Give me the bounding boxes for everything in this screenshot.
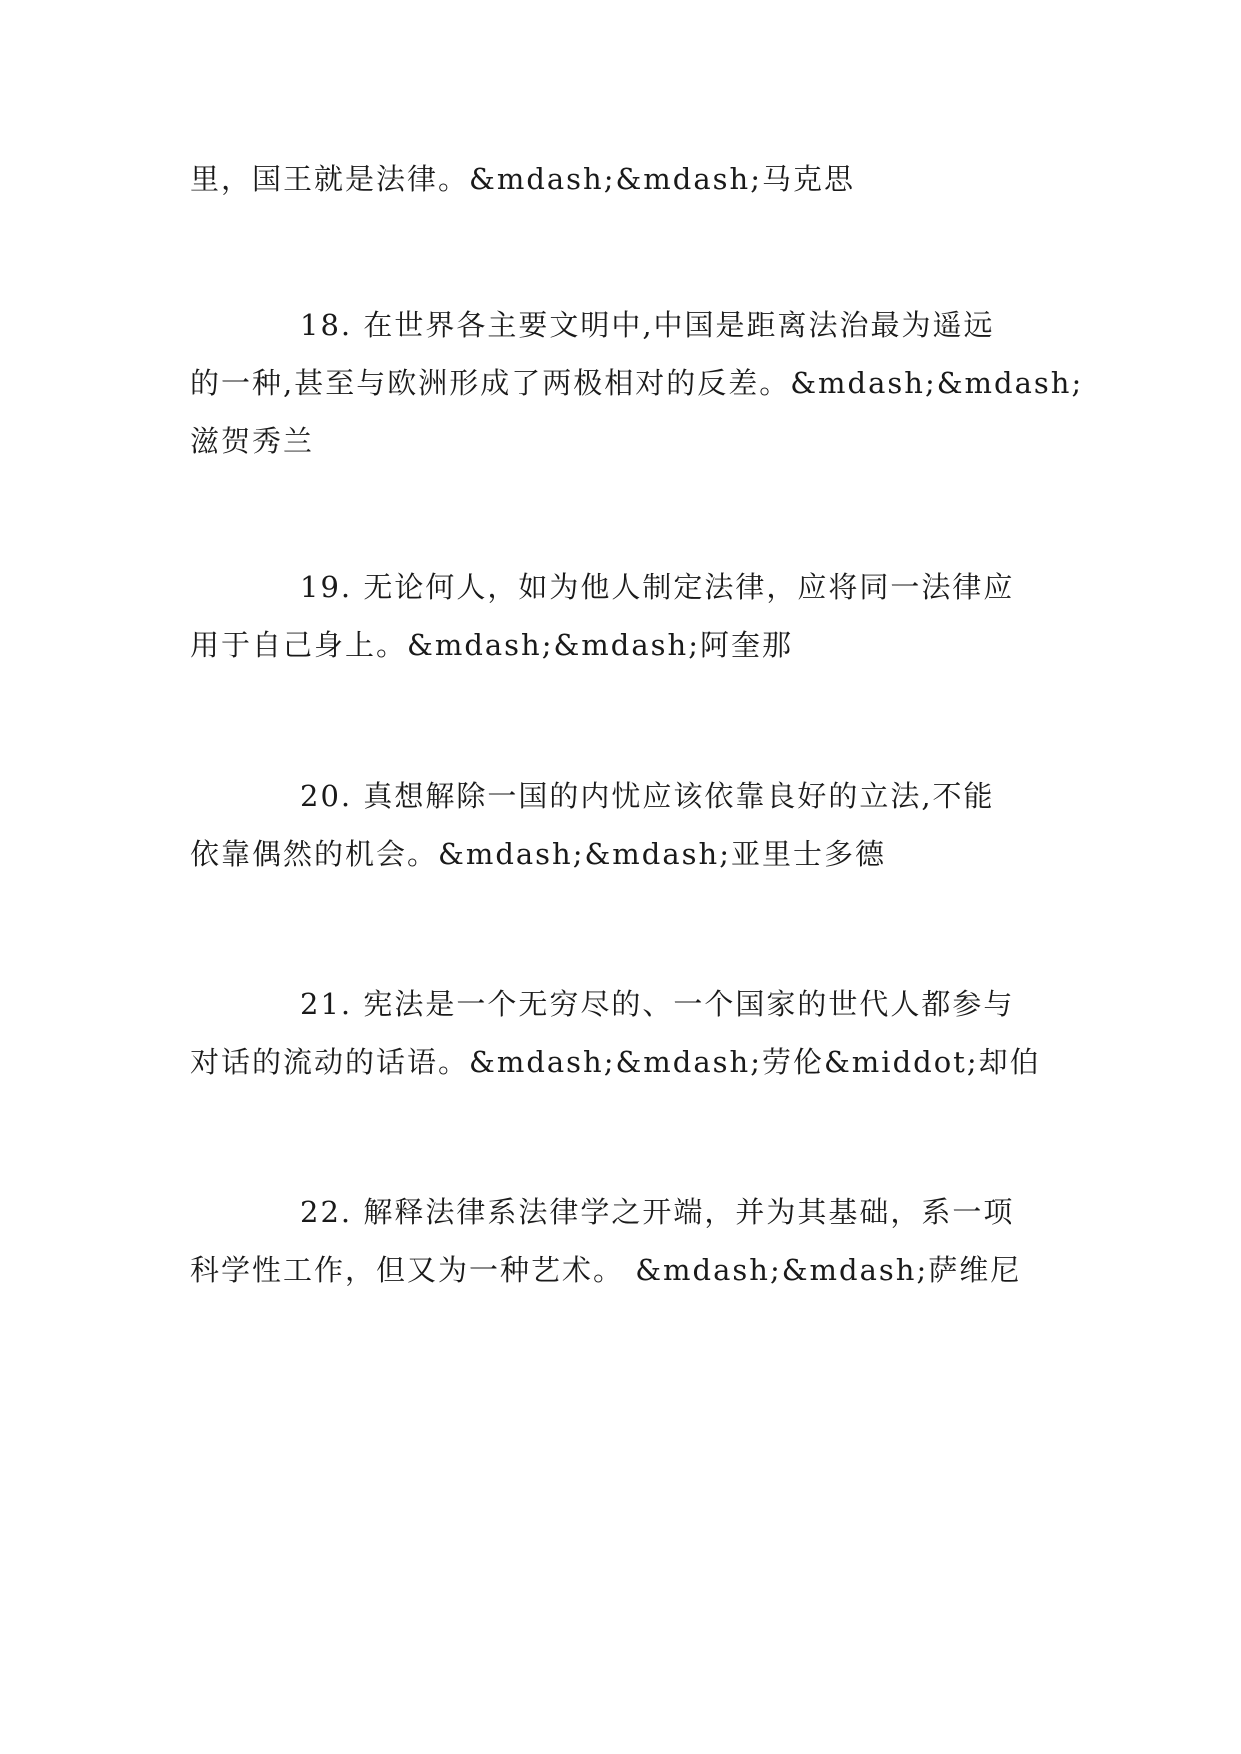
text-line: 21. 宪法是一个无穷尽的、一个国家的世代人都参与 [300, 987, 1015, 1021]
text-line: 用于自己身上。&mdash;&mdash;阿奎那 [190, 628, 793, 662]
text-line: 的一种,甚至与欧洲形成了两极相对的反差。&mdash;&mdash; [190, 366, 1084, 400]
text-line: 18. 在世界各主要文明中,中国是距离法治最为遥远 [300, 308, 995, 342]
text-line: 里，国王就是法律。&mdash;&mdash;马克思 [190, 162, 855, 196]
text-line: 科学性工作，但又为一种艺术。 &mdash;&mdash;萨维尼 [190, 1253, 1022, 1287]
text-line: 19. 无论何人，如为他人制定法律，应将同一法律应 [300, 570, 1015, 604]
text-line: 对话的流动的话语。&mdash;&mdash;劳伦&middot;却伯 [190, 1045, 1041, 1079]
quote-paragraph-21 [190, 975, 1060, 1091]
text-line: 22. 解释法律系法律学之开端，并为其基础，系一项 [300, 1195, 1015, 1229]
text-line: 依靠偶然的机会。&mdash;&mdash;亚里士多德 [190, 837, 886, 871]
quote-paragraph-18 [190, 296, 1084, 470]
quote-paragraph-19 [190, 558, 1060, 674]
text-line: 20. 真想解除一国的内忧应该依靠良好的立法,不能 [300, 779, 995, 813]
quote-paragraph-22 [190, 1183, 1060, 1299]
quote-paragraph-marx [190, 150, 1060, 208]
quote-paragraph-20 [190, 767, 1060, 883]
text-line: 滋贺秀兰 [190, 424, 315, 458]
